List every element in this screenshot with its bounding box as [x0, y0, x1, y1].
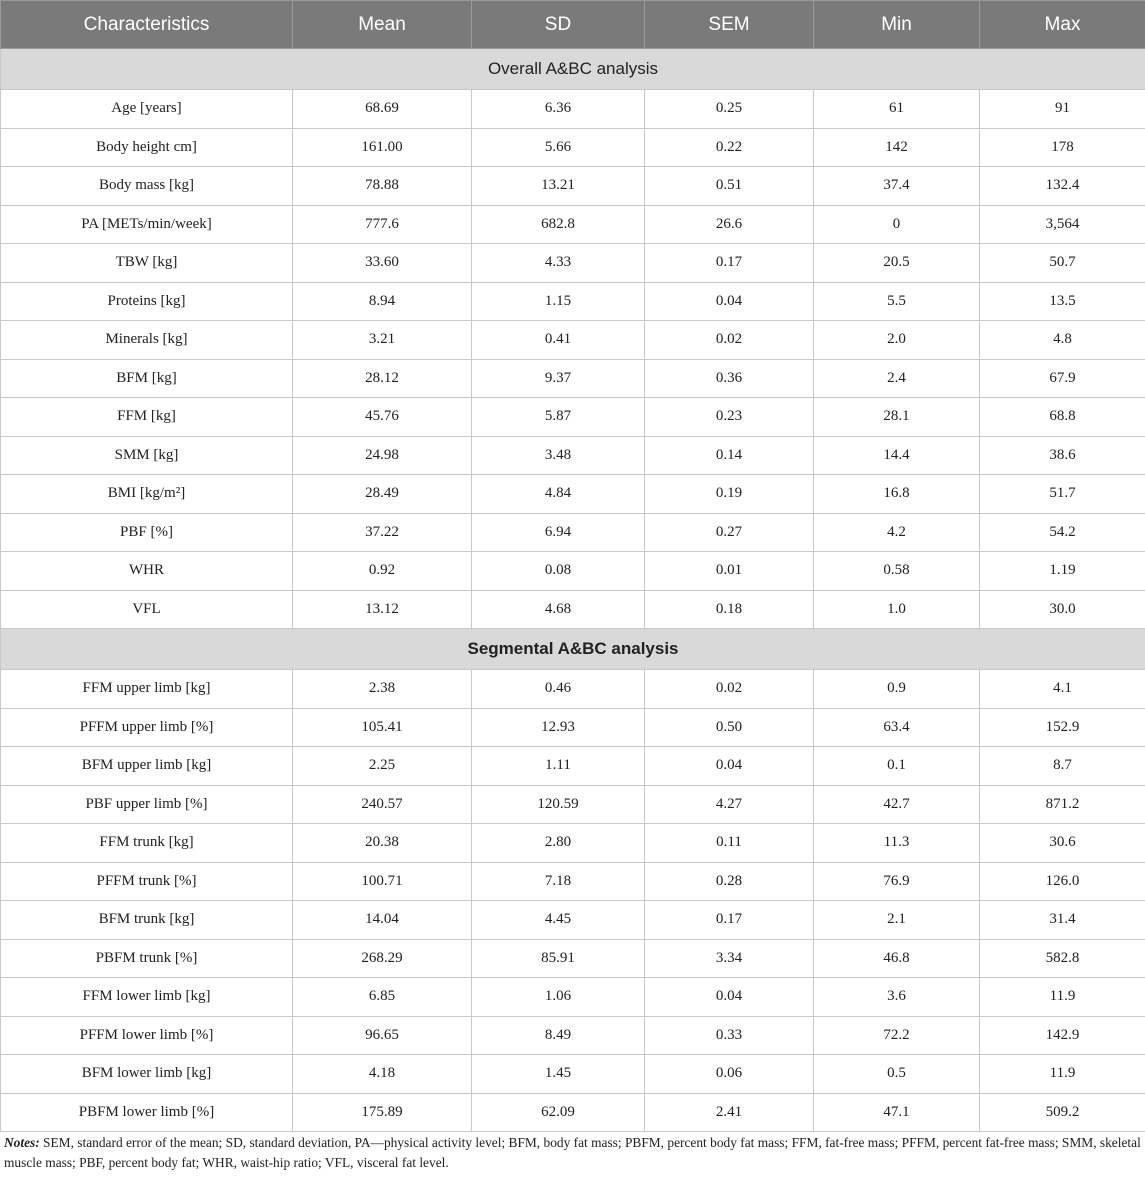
cell-sd: 4.45: [472, 901, 645, 940]
cell-mean: 100.71: [293, 862, 472, 901]
cell-sd: 0.08: [472, 552, 645, 591]
cell-min: 42.7: [814, 785, 980, 824]
cell-sem: 0.01: [645, 552, 814, 591]
table-row: [1, 128, 1145, 167]
table-row: [1, 167, 1145, 206]
header-mean: Mean: [293, 1, 472, 49]
cell-characteristic: PBF upper limb [%]: [1, 785, 293, 824]
table-row: [1, 824, 1145, 863]
cell-min: 63.4: [814, 708, 980, 747]
cell-max: 50.7: [980, 244, 1145, 283]
cell-min: 3.6: [814, 978, 980, 1017]
cell-min: 2.4: [814, 359, 980, 398]
cell-sem: 0.02: [645, 321, 814, 360]
cell-mean: 96.65: [293, 1016, 472, 1055]
cell-characteristic: Body height cm]: [1, 128, 293, 167]
cell-max: 67.9: [980, 359, 1145, 398]
cell-mean: 3.21: [293, 321, 472, 360]
cell-sem: 26.6: [645, 205, 814, 244]
cell-min: 76.9: [814, 862, 980, 901]
cell-mean: 33.60: [293, 244, 472, 283]
cell-mean: 6.85: [293, 978, 472, 1017]
table-row: [1, 1055, 1145, 1094]
cell-characteristic: VFL: [1, 590, 293, 629]
table-row: [1, 282, 1145, 321]
cell-min: 4.2: [814, 513, 980, 552]
table-row: [1, 90, 1145, 129]
cell-sem: 2.41: [645, 1093, 814, 1132]
cell-min: 11.3: [814, 824, 980, 863]
cell-sd: 12.93: [472, 708, 645, 747]
cell-max: 4.1: [980, 670, 1145, 709]
cell-mean: 45.76: [293, 398, 472, 437]
cell-max: 54.2: [980, 513, 1145, 552]
table-row: [1, 862, 1145, 901]
table-row: [1, 747, 1145, 786]
cell-sem: 0.36: [645, 359, 814, 398]
cell-sem: 0.50: [645, 708, 814, 747]
cell-sem: 0.51: [645, 167, 814, 206]
cell-sd: 0.46: [472, 670, 645, 709]
cell-mean: 0.92: [293, 552, 472, 591]
cell-sem: 0.22: [645, 128, 814, 167]
cell-characteristic: PA [METs/min/week]: [1, 205, 293, 244]
cell-max: 132.4: [980, 167, 1145, 206]
cell-sd: 1.11: [472, 747, 645, 786]
cell-characteristic: PFFM trunk [%]: [1, 862, 293, 901]
cell-sd: 1.45: [472, 1055, 645, 1094]
header-min: Min: [814, 1, 980, 49]
cell-mean: 28.49: [293, 475, 472, 514]
cell-characteristic: BFM [kg]: [1, 359, 293, 398]
table-row: [1, 708, 1145, 747]
table-row: [1, 513, 1145, 552]
cell-sem: 0.18: [645, 590, 814, 629]
cell-characteristic: Proteins [kg]: [1, 282, 293, 321]
cell-characteristic: BFM lower limb [kg]: [1, 1055, 293, 1094]
cell-sem: 0.28: [645, 862, 814, 901]
cell-min: 14.4: [814, 436, 980, 475]
cell-sem: 0.23: [645, 398, 814, 437]
cell-max: 1.19: [980, 552, 1145, 591]
cell-min: 0.58: [814, 552, 980, 591]
cell-mean: 20.38: [293, 824, 472, 863]
cell-characteristic: Body mass [kg]: [1, 167, 293, 206]
cell-mean: 28.12: [293, 359, 472, 398]
cell-characteristic: BMI [kg/m²]: [1, 475, 293, 514]
cell-characteristic: FFM trunk [kg]: [1, 824, 293, 863]
cell-sd: 4.68: [472, 590, 645, 629]
cell-characteristic: PBFM lower limb [%]: [1, 1093, 293, 1132]
cell-sd: 7.18: [472, 862, 645, 901]
cell-min: 61: [814, 90, 980, 129]
cell-min: 28.1: [814, 398, 980, 437]
cell-sd: 9.37: [472, 359, 645, 398]
cell-characteristic: Age [years]: [1, 90, 293, 129]
cell-max: 13.5: [980, 282, 1145, 321]
cell-sem: 0.19: [645, 475, 814, 514]
cell-characteristic: BFM trunk [kg]: [1, 901, 293, 940]
cell-max: 126.0: [980, 862, 1145, 901]
cell-sd: 3.48: [472, 436, 645, 475]
table-row: [1, 436, 1145, 475]
cell-mean: 13.12: [293, 590, 472, 629]
cell-mean: 240.57: [293, 785, 472, 824]
table-header: [1, 1, 1145, 49]
cell-sem: 0.06: [645, 1055, 814, 1094]
cell-max: 871.2: [980, 785, 1145, 824]
cell-characteristic: FFM lower limb [kg]: [1, 978, 293, 1017]
cell-characteristic: FFM [kg]: [1, 398, 293, 437]
header-row: [1, 1, 1145, 49]
cell-sd: 5.87: [472, 398, 645, 437]
table-row: [1, 359, 1145, 398]
table-row: [1, 1093, 1145, 1132]
cell-sd: 1.06: [472, 978, 645, 1017]
cell-sem: 0.02: [645, 670, 814, 709]
cell-characteristic: SMM [kg]: [1, 436, 293, 475]
cell-sd: 5.66: [472, 128, 645, 167]
cell-sd: 13.21: [472, 167, 645, 206]
cell-mean: 777.6: [293, 205, 472, 244]
cell-max: 3,564: [980, 205, 1145, 244]
cell-min: 37.4: [814, 167, 980, 206]
cell-sem: 0.33: [645, 1016, 814, 1055]
cell-sd: 85.91: [472, 939, 645, 978]
cell-characteristic: WHR: [1, 552, 293, 591]
cell-min: 1.0: [814, 590, 980, 629]
table-row: [1, 670, 1145, 709]
table-row: [1, 398, 1145, 437]
cell-characteristic: PFFM upper limb [%]: [1, 708, 293, 747]
cell-mean: 37.22: [293, 513, 472, 552]
cell-mean: 161.00: [293, 128, 472, 167]
cell-max: 38.6: [980, 436, 1145, 475]
header-characteristics: Characteristics: [1, 1, 293, 49]
cell-sem: 3.34: [645, 939, 814, 978]
cell-mean: 105.41: [293, 708, 472, 747]
table-row: [1, 321, 1145, 360]
section-header-row: [1, 49, 1145, 90]
header-sem: SEM: [645, 1, 814, 49]
table-row: [1, 901, 1145, 940]
cell-sd: 62.09: [472, 1093, 645, 1132]
cell-mean: 68.69: [293, 90, 472, 129]
cell-sem: 0.04: [645, 747, 814, 786]
cell-max: 142.9: [980, 1016, 1145, 1055]
cell-sd: 0.41: [472, 321, 645, 360]
cell-min: 20.5: [814, 244, 980, 283]
cell-max: 178: [980, 128, 1145, 167]
cell-max: 11.9: [980, 1055, 1145, 1094]
cell-min: 0.5: [814, 1055, 980, 1094]
cell-min: 2.1: [814, 901, 980, 940]
cell-max: 30.6: [980, 824, 1145, 863]
cell-max: 582.8: [980, 939, 1145, 978]
cell-sem: 4.27: [645, 785, 814, 824]
section-title: Overall A&BC analysis: [1, 49, 1145, 90]
cell-min: 0.9: [814, 670, 980, 709]
cell-min: 16.8: [814, 475, 980, 514]
table-row: [1, 939, 1145, 978]
cell-sd: 682.8: [472, 205, 645, 244]
cell-mean: 24.98: [293, 436, 472, 475]
cell-sem: 0.04: [645, 978, 814, 1017]
cell-max: 8.7: [980, 747, 1145, 786]
table-row: [1, 590, 1145, 629]
table-row: [1, 244, 1145, 283]
cell-sem: 0.27: [645, 513, 814, 552]
cell-sem: 0.04: [645, 282, 814, 321]
cell-sd: 6.94: [472, 513, 645, 552]
cell-sd: 120.59: [472, 785, 645, 824]
cell-max: 30.0: [980, 590, 1145, 629]
header-sd: SD: [472, 1, 645, 49]
cell-sd: 1.15: [472, 282, 645, 321]
cell-characteristic: PFFM lower limb [%]: [1, 1016, 293, 1055]
cell-min: 2.0: [814, 321, 980, 360]
cell-sem: 0.11: [645, 824, 814, 863]
cell-max: 68.8: [980, 398, 1145, 437]
cell-sd: 8.49: [472, 1016, 645, 1055]
cell-sd: 4.84: [472, 475, 645, 514]
section-title: Segmental A&BC analysis: [1, 629, 1145, 670]
cell-characteristic: FFM upper limb [kg]: [1, 670, 293, 709]
cell-sem: 0.14: [645, 436, 814, 475]
table-row: [1, 785, 1145, 824]
notes-label: Notes:: [4, 1135, 40, 1150]
cell-min: 0: [814, 205, 980, 244]
notes-text: SEM, standard error of the mean; SD, standard deviation, PA—physical activity level; BFM, body fat mass; PBFM, percent body fat mass; FFM, fat-free mass; PFFM, percent fat-free mass; SMM, skeletal muscle mass; PBF, percent body fat; WHR, waist-hip ratio; VFL, visceral fat level.: [4, 1135, 1141, 1170]
cell-characteristic: Minerals [kg]: [1, 321, 293, 360]
cell-max: 91: [980, 90, 1145, 129]
cell-sem: 0.25: [645, 90, 814, 129]
cell-sd: 4.33: [472, 244, 645, 283]
cell-max: 4.8: [980, 321, 1145, 360]
cell-mean: 14.04: [293, 901, 472, 940]
cell-max: 509.2: [980, 1093, 1145, 1132]
cell-sd: 6.36: [472, 90, 645, 129]
table-row: [1, 1016, 1145, 1055]
cell-min: 47.1: [814, 1093, 980, 1132]
table-row: [1, 205, 1145, 244]
cell-mean: 2.25: [293, 747, 472, 786]
cell-mean: 2.38: [293, 670, 472, 709]
cell-sem: 0.17: [645, 244, 814, 283]
table-row: [1, 552, 1145, 591]
table-row: [1, 475, 1145, 514]
cell-min: 142: [814, 128, 980, 167]
table-row: [1, 978, 1145, 1017]
cell-mean: 4.18: [293, 1055, 472, 1094]
cell-max: 31.4: [980, 901, 1145, 940]
table-notes: [4, 1133, 1141, 1173]
cell-min: 0.1: [814, 747, 980, 786]
cell-mean: 268.29: [293, 939, 472, 978]
cell-sem: 0.17: [645, 901, 814, 940]
cell-characteristic: PBFM trunk [%]: [1, 939, 293, 978]
cell-mean: 8.94: [293, 282, 472, 321]
header-max: Max: [980, 1, 1145, 49]
cell-min: 46.8: [814, 939, 980, 978]
cell-min: 5.5: [814, 282, 980, 321]
cell-min: 72.2: [814, 1016, 980, 1055]
cell-characteristic: BFM upper limb [kg]: [1, 747, 293, 786]
cell-characteristic: TBW [kg]: [1, 244, 293, 283]
table-body: [1, 49, 1145, 1132]
section-header-row: [1, 629, 1145, 670]
cell-max: 152.9: [980, 708, 1145, 747]
cell-characteristic: PBF [%]: [1, 513, 293, 552]
cell-max: 11.9: [980, 978, 1145, 1017]
cell-mean: 78.88: [293, 167, 472, 206]
cell-max: 51.7: [980, 475, 1145, 514]
cell-mean: 175.89: [293, 1093, 472, 1132]
cell-sd: 2.80: [472, 824, 645, 863]
